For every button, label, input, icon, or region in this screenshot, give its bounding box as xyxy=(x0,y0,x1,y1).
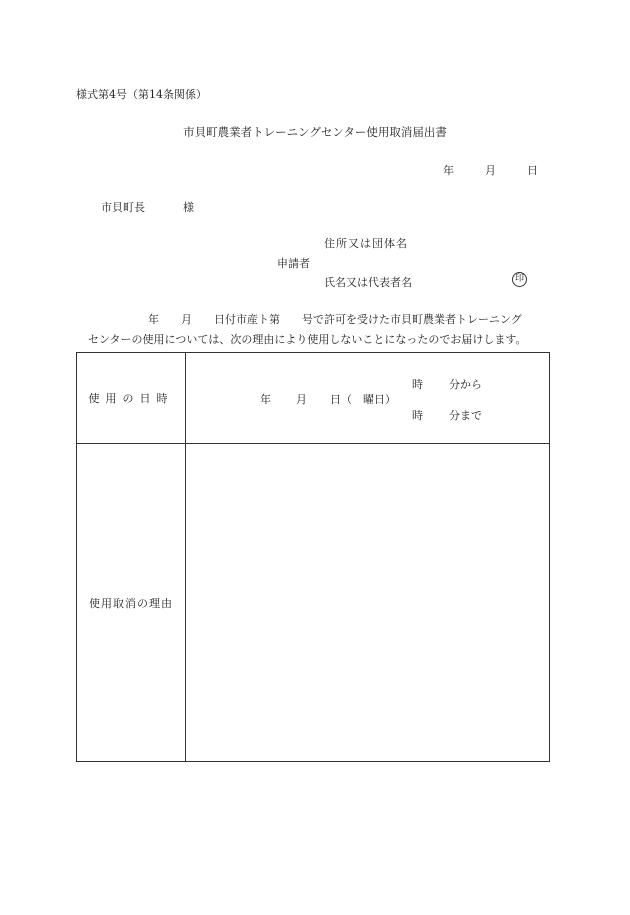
cancellation-reason-label: 使用取消の理由 xyxy=(77,444,186,762)
cancellation-reason-field[interactable] xyxy=(186,444,550,762)
cancellation-reason-row xyxy=(77,444,550,762)
statement-line-2: センターの使用については、次の理由により使用しないことになったのでお届けします。 xyxy=(88,333,527,346)
document-title: 市貝町農業者トレーニングセンター使用取消届出書 xyxy=(183,125,447,139)
statement-line-1: 年 月 日付市産ト第 号で許可を受けた市貝町農業者トレーニング xyxy=(148,313,522,326)
applicant-label: 申請者 xyxy=(277,257,310,270)
date-line xyxy=(443,162,538,178)
usage-datetime-label: 使用の日時 xyxy=(77,353,186,444)
date-year-label: 年 xyxy=(443,164,454,177)
name-label: 氏名又は代表者名 xyxy=(324,276,412,289)
addressee-honorific: 様 xyxy=(183,201,194,214)
time-from-minute-label: 分から xyxy=(449,378,482,391)
time-to-hour-label: 時 xyxy=(412,409,423,422)
addressee-name: 市貝町長 xyxy=(101,201,145,214)
addressee xyxy=(101,199,194,215)
seal-mark: 印 xyxy=(512,272,527,287)
usage-year-label: 年 xyxy=(260,393,271,406)
date-day-label: 日 xyxy=(527,164,538,177)
time-to-minute-label: 分まで xyxy=(449,409,482,422)
usage-month-label: 月 xyxy=(296,393,307,406)
usage-datetime-field[interactable] xyxy=(186,353,550,444)
form-number: 様式第4号（第14条関係） xyxy=(76,88,207,101)
time-from-hour-label: 時 xyxy=(412,378,423,391)
usage-datetime-row xyxy=(77,353,550,444)
form-table xyxy=(76,352,550,762)
date-month-label: 月 xyxy=(485,164,496,177)
address-label: 住所又は団体名 xyxy=(324,237,408,250)
usage-day-weekday-label: 日（ 曜日） xyxy=(330,393,396,406)
